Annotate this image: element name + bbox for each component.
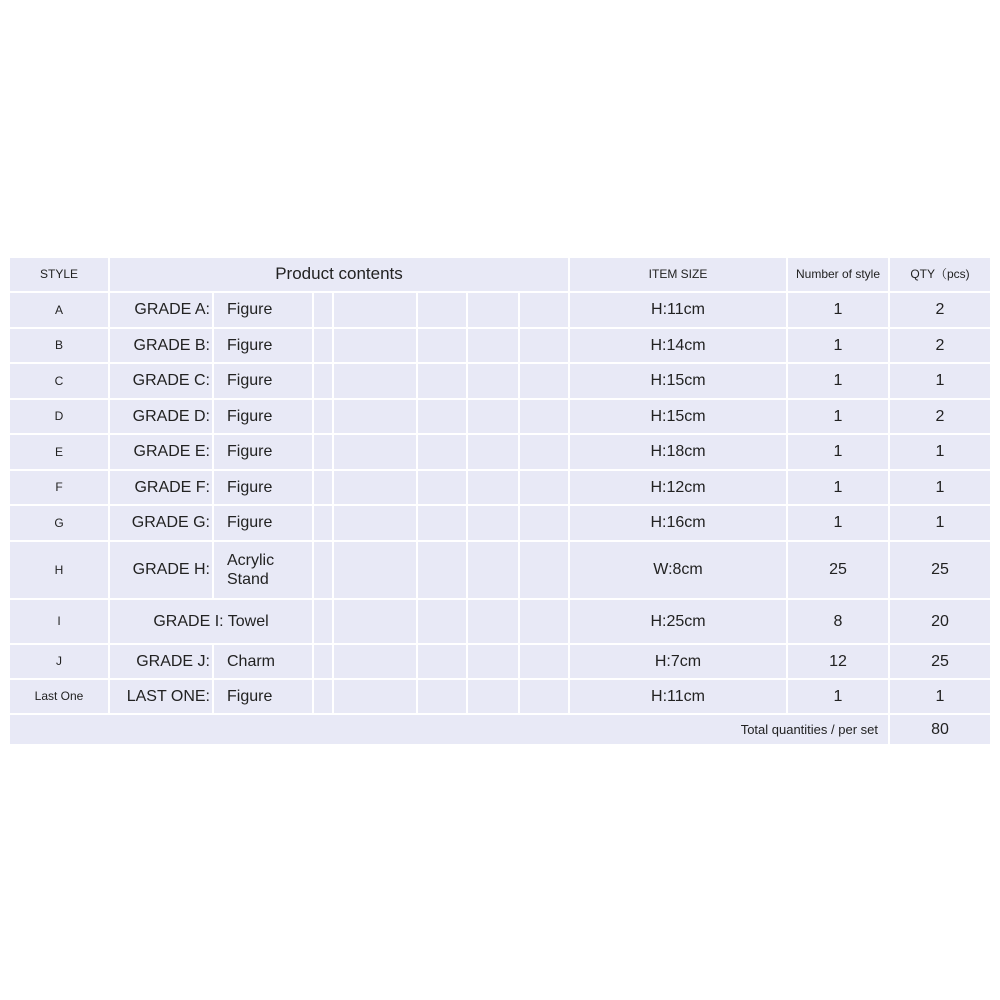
grade-label: GRADE C: xyxy=(110,364,212,398)
empty-cell xyxy=(418,293,466,327)
number-of-style: 1 xyxy=(788,435,888,469)
item-name xyxy=(214,680,312,713)
grade-label: GRADE E: xyxy=(110,435,212,469)
empty-cell xyxy=(418,364,466,398)
number-of-style: 25 xyxy=(788,542,888,598)
grade-label: GRADE B: xyxy=(110,329,212,362)
empty-cell xyxy=(314,364,332,398)
empty-cell xyxy=(314,293,332,327)
qty-value: 1 xyxy=(890,506,990,540)
grade-label: GRADE H: xyxy=(110,542,212,598)
empty-cell xyxy=(314,506,332,540)
number-of-style: 1 xyxy=(788,329,888,362)
empty-cell xyxy=(334,435,416,469)
empty-cell xyxy=(334,542,416,598)
grade-label: GRADE G: xyxy=(110,506,212,540)
empty-cell xyxy=(520,600,568,643)
empty-cell xyxy=(468,329,518,362)
style-label: B xyxy=(10,329,108,362)
empty-cell xyxy=(520,435,568,469)
style-label: D xyxy=(10,400,108,433)
item-size: H:14cm xyxy=(570,329,786,362)
empty-cell xyxy=(418,506,466,540)
empty-cell xyxy=(520,542,568,598)
item-name xyxy=(214,506,312,540)
empty-cell xyxy=(520,364,568,398)
item-name-text: Figure xyxy=(227,443,273,461)
product-table xyxy=(10,258,992,746)
empty-cell xyxy=(334,506,416,540)
empty-cell xyxy=(468,293,518,327)
header-style: STYLE xyxy=(10,258,108,291)
total-value: 80 xyxy=(890,715,990,744)
empty-cell xyxy=(418,400,466,433)
empty-cell xyxy=(334,400,416,433)
empty-cell xyxy=(520,400,568,433)
item-name-text: Charm xyxy=(227,652,276,670)
empty-cell xyxy=(468,400,518,433)
number-of-style: 1 xyxy=(788,293,888,327)
grade-label: GRADE A: xyxy=(110,293,212,327)
item-size: H:25cm xyxy=(570,600,786,643)
item-name-text: Figure xyxy=(227,407,273,425)
header-item-size: ITEM SIZE xyxy=(570,258,786,291)
item-name-text: Figure xyxy=(227,514,273,532)
grade-label: GRADE F: xyxy=(110,471,212,504)
empty-cell xyxy=(418,542,466,598)
item-size: H:12cm xyxy=(570,471,786,504)
header-number-of-style: Number of style xyxy=(788,258,888,291)
empty-cell xyxy=(418,329,466,362)
empty-cell xyxy=(314,400,332,433)
empty-cell xyxy=(418,600,466,643)
item-size: H:11cm xyxy=(570,293,786,327)
qty-value: 20 xyxy=(890,600,990,643)
item-name-text: Figure xyxy=(227,372,273,390)
empty-cell xyxy=(334,293,416,327)
empty-cell xyxy=(314,435,332,469)
qty-value: 1 xyxy=(890,364,990,398)
empty-cell xyxy=(334,680,416,713)
empty-cell xyxy=(468,600,518,643)
empty-cell xyxy=(520,506,568,540)
empty-cell xyxy=(334,600,416,643)
item-name-text: Figure xyxy=(227,687,273,705)
item-name-text: Acrylic Stand xyxy=(227,551,275,588)
style-label: G xyxy=(10,506,108,540)
empty-cell xyxy=(468,680,518,713)
empty-cell xyxy=(468,471,518,504)
style-label: E xyxy=(10,435,108,469)
item-name xyxy=(214,542,312,598)
empty-cell xyxy=(314,329,332,362)
item-name xyxy=(214,471,312,504)
grade-label: GRADE I: Towel xyxy=(110,600,312,643)
empty-cell xyxy=(468,506,518,540)
style-label: C xyxy=(10,364,108,398)
empty-cell xyxy=(468,542,518,598)
item-size: H:11cm xyxy=(570,680,786,713)
item-name-text: Figure xyxy=(227,301,273,319)
number-of-style: 8 xyxy=(788,600,888,643)
empty-cell xyxy=(520,293,568,327)
number-of-style: 12 xyxy=(788,645,888,678)
item-size: H:18cm xyxy=(570,435,786,469)
item-name xyxy=(214,435,312,469)
style-label: H xyxy=(10,542,108,598)
total-label: Total quantities / per set xyxy=(10,715,888,744)
item-name xyxy=(214,293,312,327)
style-label: J xyxy=(10,645,108,678)
style-label: Last One xyxy=(10,680,108,713)
grade-label: LAST ONE: xyxy=(110,680,212,713)
number-of-style: 1 xyxy=(788,364,888,398)
item-name xyxy=(214,645,312,678)
empty-cell xyxy=(520,329,568,362)
item-name xyxy=(214,329,312,362)
qty-value: 2 xyxy=(890,329,990,362)
empty-cell xyxy=(334,471,416,504)
style-label: A xyxy=(10,293,108,327)
number-of-style: 1 xyxy=(788,400,888,433)
grade-label: GRADE D: xyxy=(110,400,212,433)
item-size: H:16cm xyxy=(570,506,786,540)
item-size: H:15cm xyxy=(570,400,786,433)
empty-cell xyxy=(314,542,332,598)
qty-value: 1 xyxy=(890,471,990,504)
number-of-style: 1 xyxy=(788,506,888,540)
qty-value: 1 xyxy=(890,435,990,469)
empty-cell xyxy=(520,471,568,504)
item-name xyxy=(214,400,312,433)
empty-cell xyxy=(520,680,568,713)
empty-cell xyxy=(334,645,416,678)
empty-cell xyxy=(468,645,518,678)
empty-cell xyxy=(314,600,332,643)
empty-cell xyxy=(334,364,416,398)
qty-value: 1 xyxy=(890,680,990,713)
empty-cell xyxy=(468,435,518,469)
item-size: H:15cm xyxy=(570,364,786,398)
empty-cell xyxy=(520,645,568,678)
item-size: W:8cm xyxy=(570,542,786,598)
qty-value: 25 xyxy=(890,542,990,598)
qty-value: 25 xyxy=(890,645,990,678)
style-label: I xyxy=(10,600,108,643)
empty-cell xyxy=(418,645,466,678)
empty-cell xyxy=(314,680,332,713)
item-name-text: Figure xyxy=(227,336,273,354)
item-name-text: Figure xyxy=(227,478,273,496)
empty-cell xyxy=(418,435,466,469)
empty-cell xyxy=(314,645,332,678)
qty-value: 2 xyxy=(890,293,990,327)
item-size: H:7cm xyxy=(570,645,786,678)
empty-cell xyxy=(334,329,416,362)
empty-cell xyxy=(314,471,332,504)
item-name xyxy=(214,364,312,398)
grade-label: GRADE J: xyxy=(110,645,212,678)
header-product-contents: Product contents xyxy=(110,258,568,291)
header-qty: QTY（pcs) xyxy=(890,258,990,291)
number-of-style: 1 xyxy=(788,471,888,504)
empty-cell xyxy=(418,680,466,713)
empty-cell xyxy=(418,471,466,504)
empty-cell xyxy=(468,364,518,398)
style-label: F xyxy=(10,471,108,504)
number-of-style: 1 xyxy=(788,680,888,713)
qty-value: 2 xyxy=(890,400,990,433)
